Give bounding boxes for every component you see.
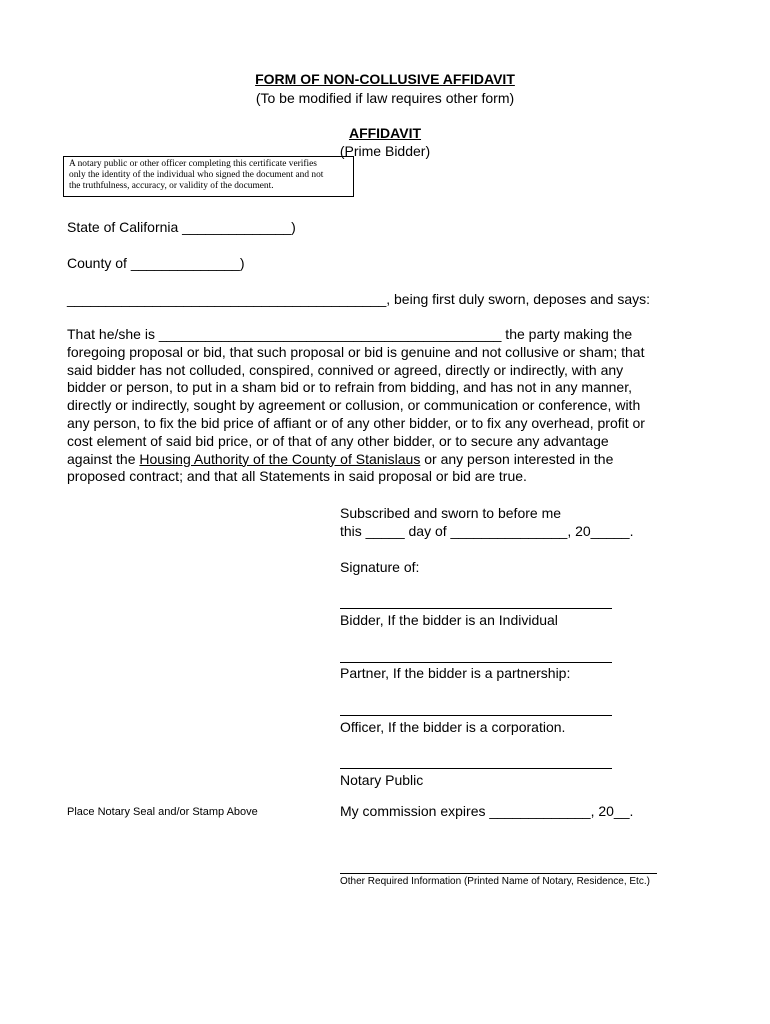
commission-expires-line: My commission expires _____________, 20__. <box>340 803 634 819</box>
affiant-sworn-line: _________________________________________, being first duly sworn, deposes and says: <box>67 291 651 307</box>
page-subtitle: (To be modified if law requires other form) <box>255 90 515 106</box>
body-line: any person, to fix the bid price of affiant or of any other bidder, or to fix any overhead, profit or <box>67 414 645 431</box>
state-venue-line: State of California ______________) <box>67 219 296 235</box>
page-title: FORM OF NON-COLLUSIVE AFFIDAVIT <box>255 71 515 87</box>
body-line: proposed contract; and that all Statements in said proposal or bid are true. <box>67 468 527 485</box>
notary-seal-note: Place Notary Seal and/or Stamp Above <box>67 806 258 818</box>
body-text: or any person interested in the <box>420 450 614 467</box>
bidder-individual-label: Bidder, If the bidder is an Individual <box>340 612 558 628</box>
body-text: against the <box>67 450 140 467</box>
other-info-line[interactable] <box>340 873 657 874</box>
notary-notice-line: only the identity of the individual who signed the document and not <box>69 170 324 180</box>
section-title: AFFIDAVIT <box>348 125 422 141</box>
affidavit-body <box>67 326 707 486</box>
partner-signature-line[interactable] <box>340 662 612 663</box>
body-line <box>67 451 707 469</box>
body-line: That he/she is ____________________________________________ the party making the <box>67 326 633 342</box>
notary-signature-line[interactable] <box>340 768 612 769</box>
officer-label: Officer, If the bidder is a corporation. <box>340 719 566 735</box>
notary-notice-line: the truthfulness, accuracy, or validity of the document. <box>69 181 274 191</box>
notary-public-label: Notary Public <box>340 772 424 788</box>
housing-authority-name: Housing Authority of the County of Stanislaus <box>139 450 421 467</box>
body-line: foregoing proposal or bid, that such proposal or bid is genuine and not collusive or sham; that <box>67 343 645 360</box>
body-line: said bidder has not colluded, conspired, connived or agreed, directly or indirectly, with any <box>67 361 624 378</box>
notary-notice-box <box>63 156 354 197</box>
body-line: bidder or person, to put in a sham bid or to refrain from bidding, and has not in any manner, <box>67 379 632 396</box>
bidder-signature-line[interactable] <box>340 608 612 609</box>
jurat-line-2: this _____ day of _______________, 20_____. <box>340 523 634 539</box>
section-subtitle: (Prime Bidder) <box>339 143 431 159</box>
body-line: cost element of said bid price, or of that of any other bidder, or to secure any advantage <box>67 432 609 449</box>
body-line: directly or indirectly, sought by agreement or collusion, or communication or conference, with <box>67 397 641 414</box>
partner-label: Partner, If the bidder is a partnership: <box>340 665 571 681</box>
officer-signature-line[interactable] <box>340 715 612 716</box>
county-venue-line: County of ______________) <box>67 255 245 271</box>
signature-heading: Signature of: <box>340 559 420 575</box>
jurat-line-1: Subscribed and sworn to before me <box>340 505 562 521</box>
notary-notice-line: A notary public or other officer completing this certificate verifies <box>69 159 317 169</box>
other-required-info-label: Other Required Information (Printed Name of Notary, Residence, Etc.) <box>340 876 650 887</box>
